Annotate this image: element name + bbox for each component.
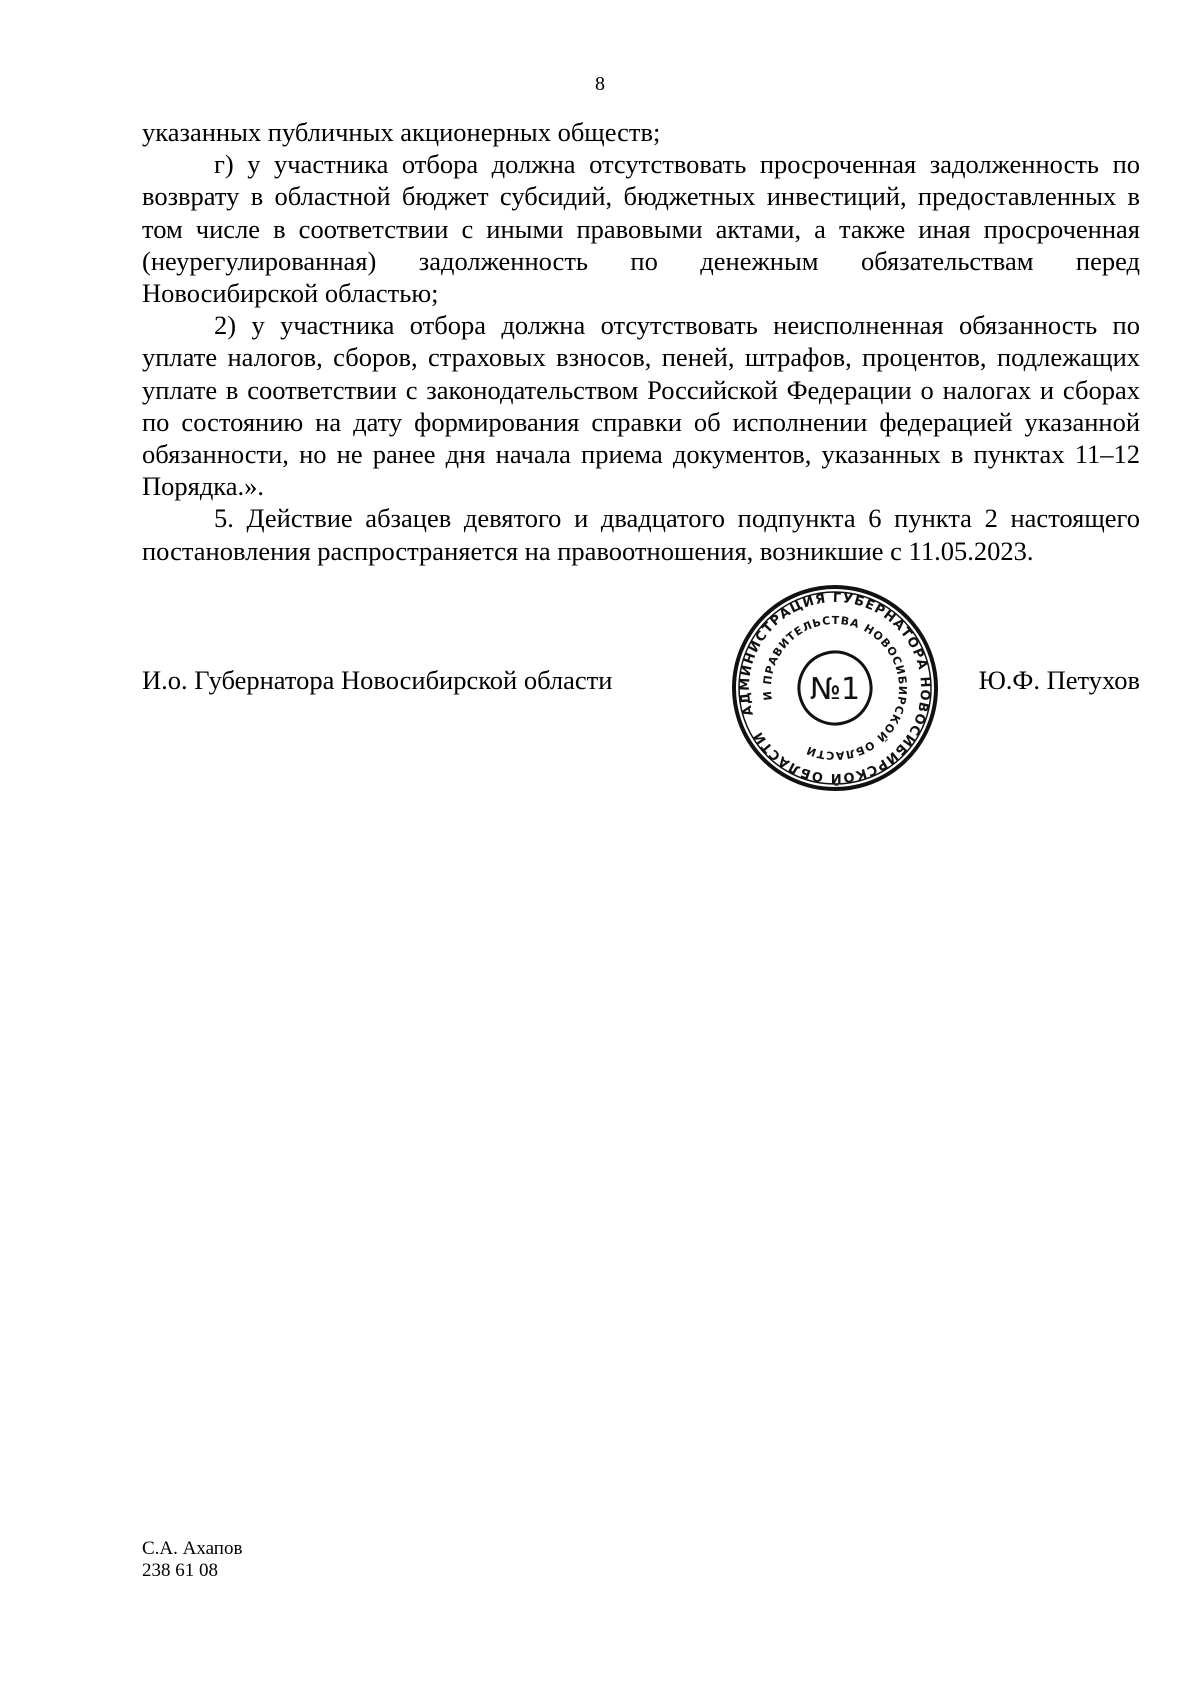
paragraph-item-g: г) у участника отбора должна отсутствовать просроченная задолженность по возврату в областной бюджет субсидий, бюджетных инвестиций, предоставленных в том числе в соответствии с иными правовыми актами, а также иная просроченная (неурегулированная) задолженность по денежным обязательствам перед Новосибирской областью; — [142, 149, 1140, 309]
official-stamp — [731, 584, 939, 792]
signature-block — [142, 664, 1140, 704]
page-number: 8 — [595, 73, 605, 95]
stamp-seal-icon — [731, 584, 939, 792]
executor-phone: 238 61 08 — [142, 1560, 218, 1581]
paragraph-item-2: 2) у участника отбора должна отсутствовать неисполненная обязанность по уплате налогов, сборов, страховых взносов, пеней, штрафов, процентов, подлежащих уплате в соответствии с законодательством Российской Федерации о налогах и сборах по состоянию на дату формирования справки об исполнении федерацией указанной обязанности, но не ранее дня начала приема документов, указанных в пунктах 11–12 Порядка.». — [142, 310, 1140, 502]
executor-name: С.А. Ахапов — [142, 1538, 243, 1559]
stamp-inner-text: И ПРАВИТЕЛЬСТВА НОВОСИБИРСКОЙ ОБЛАСТИ — [760, 613, 910, 763]
document-body — [142, 116, 1140, 567]
executor-block — [142, 1538, 242, 1582]
paragraph-continuation: указанных публичных акционерных обществ; — [142, 117, 661, 147]
signatory-title: И.о. Губернатора Новосибирской области — [142, 665, 613, 695]
signatory-name: Ю.Ф. Петухов — [978, 665, 1140, 695]
stamp-outer-text: АДМИНИСТРАЦИЯ ГУБЕРНАТОРА НОВОСИБИРСКОЙ ОБЛАСТИ — [737, 590, 933, 786]
paragraph-item-5: 5. Действие абзацев девятого и двадцатого подпункта 6 пункта 2 настоящего постановления распространяется на правоотношения, возникшие с 11.05.2023. — [142, 503, 1140, 566]
stamp-center-text: №1 — [809, 672, 861, 707]
